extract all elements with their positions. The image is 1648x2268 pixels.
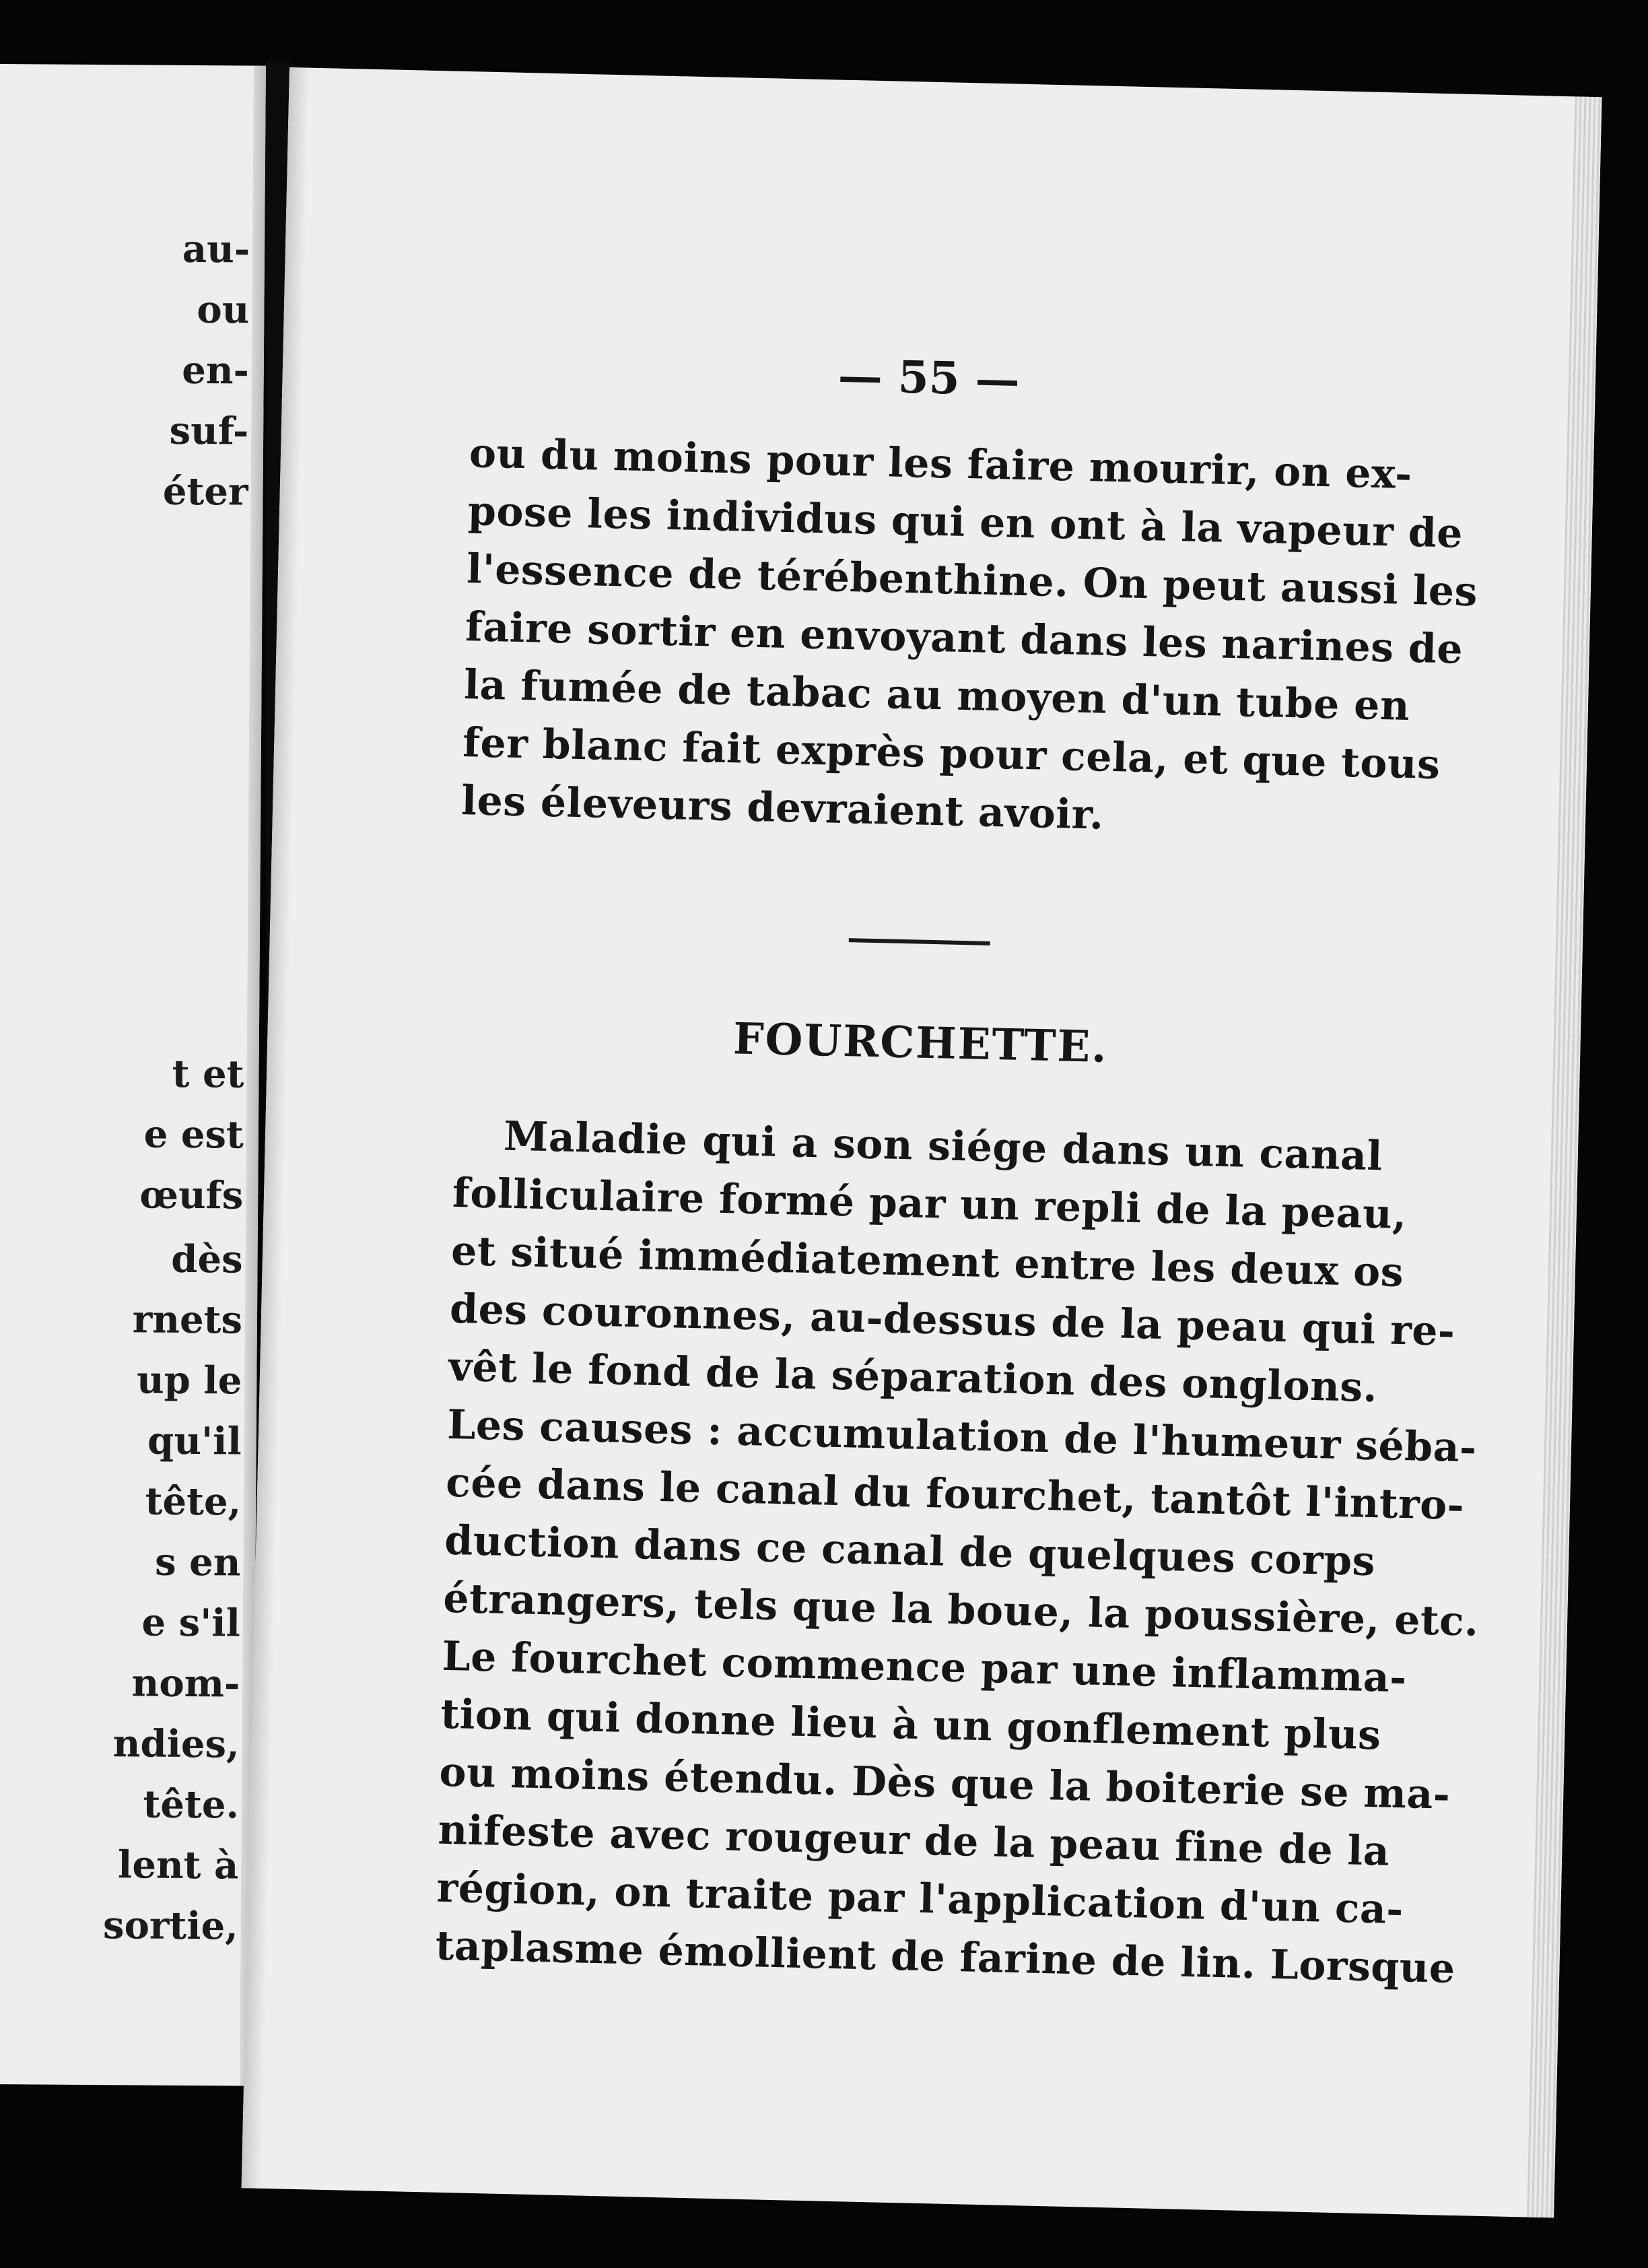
left-text-line: au- xyxy=(182,226,250,272)
text-line: folliculaire formé par un repli de la peau, xyxy=(452,1169,1408,1239)
left-text-line: ndies, xyxy=(112,1721,240,1767)
section-divider xyxy=(849,938,990,945)
left-text-line: qu'il xyxy=(147,1418,242,1464)
text-line: nifeste avec rougeur de la peau fine de la xyxy=(437,1806,1390,1875)
left-text-line: rnets xyxy=(132,1297,243,1343)
text-line: les éleveurs devraient avoir. xyxy=(460,777,1105,839)
text-line: vêt le fond de la séparation des onglons. xyxy=(448,1343,1378,1412)
text-line: Maladie qui a son siége dans un canal xyxy=(503,1112,1383,1180)
text-line: pose les individus qui en ont à la vapeur de xyxy=(467,488,1464,558)
left-text-line: lent à xyxy=(117,1842,239,1888)
left-text-line: nom- xyxy=(131,1661,240,1706)
paragraph-continued xyxy=(460,424,1478,850)
left-text-line: up le xyxy=(136,1358,242,1403)
left-text-line: e s'il xyxy=(141,1600,241,1646)
left-page-text xyxy=(0,64,266,1949)
text-line: ou du moins pour les faire mourir, on ex- xyxy=(469,430,1413,498)
text-line: cée dans le canal du fourchet, tantôt l'intro- xyxy=(445,1459,1465,1530)
page-edge xyxy=(1527,96,1602,2217)
text-line: et situé immédiatement entre les deux os xyxy=(450,1227,1404,1296)
text-line: faire sortir en envoyant dans les narines de xyxy=(465,603,1464,673)
left-text-line: s en xyxy=(154,1539,241,1585)
page-number: — 55 — xyxy=(837,349,1021,406)
left-text-line: t et xyxy=(172,1051,244,1097)
text-line: l'essence de térébenthine. On peut aussi les xyxy=(466,545,1478,616)
left-page-fragment xyxy=(0,64,266,2086)
text-line: duction dans ce canal de quelques corps xyxy=(444,1516,1376,1586)
section-heading: FOURCHETTE. xyxy=(732,1013,1109,1073)
left-text-line: suf- xyxy=(169,408,249,454)
left-text-line: sortie, xyxy=(102,1903,238,1949)
left-text-line: dès xyxy=(171,1236,243,1282)
text-line: ou moins étendu. Dès que la boiterie se ma- xyxy=(438,1748,1451,1819)
text-line: des couronnes, au-dessus de la peau qui re- xyxy=(449,1285,1456,1356)
page-content xyxy=(434,341,1480,1996)
text-line: tion qui donne lieu à un gonflement plus xyxy=(440,1690,1382,1760)
text-line: Le fourchet commence par une inflamma- xyxy=(441,1632,1408,1702)
text-line: Les causes : accumulation de l'humeur séba- xyxy=(446,1401,1478,1472)
text-line: étrangers, tels que la boue, la poussière, etc. xyxy=(442,1574,1480,1646)
text-line: région, on traite par l'application d'un ca- xyxy=(436,1864,1404,1934)
paragraph-fourchette xyxy=(434,1106,1480,1996)
left-text-line: éter xyxy=(162,469,248,514)
left-text-line: tête, xyxy=(145,1479,242,1525)
left-text-line: œufs xyxy=(139,1172,244,1218)
left-text-line: tête. xyxy=(143,1782,240,1828)
text-line: taplasme émollient de farine de lin. Lorsque xyxy=(434,1922,1456,1993)
left-text-line: e est xyxy=(143,1112,244,1158)
text-line: la fumée de tabac au moyen d'un tube en xyxy=(463,661,1410,730)
left-text-line: en- xyxy=(182,347,250,393)
right-page xyxy=(242,67,1602,2217)
text-line: fer blanc fait exprès pour cela, et que tous xyxy=(462,719,1441,789)
left-text-line: ou xyxy=(197,288,250,333)
